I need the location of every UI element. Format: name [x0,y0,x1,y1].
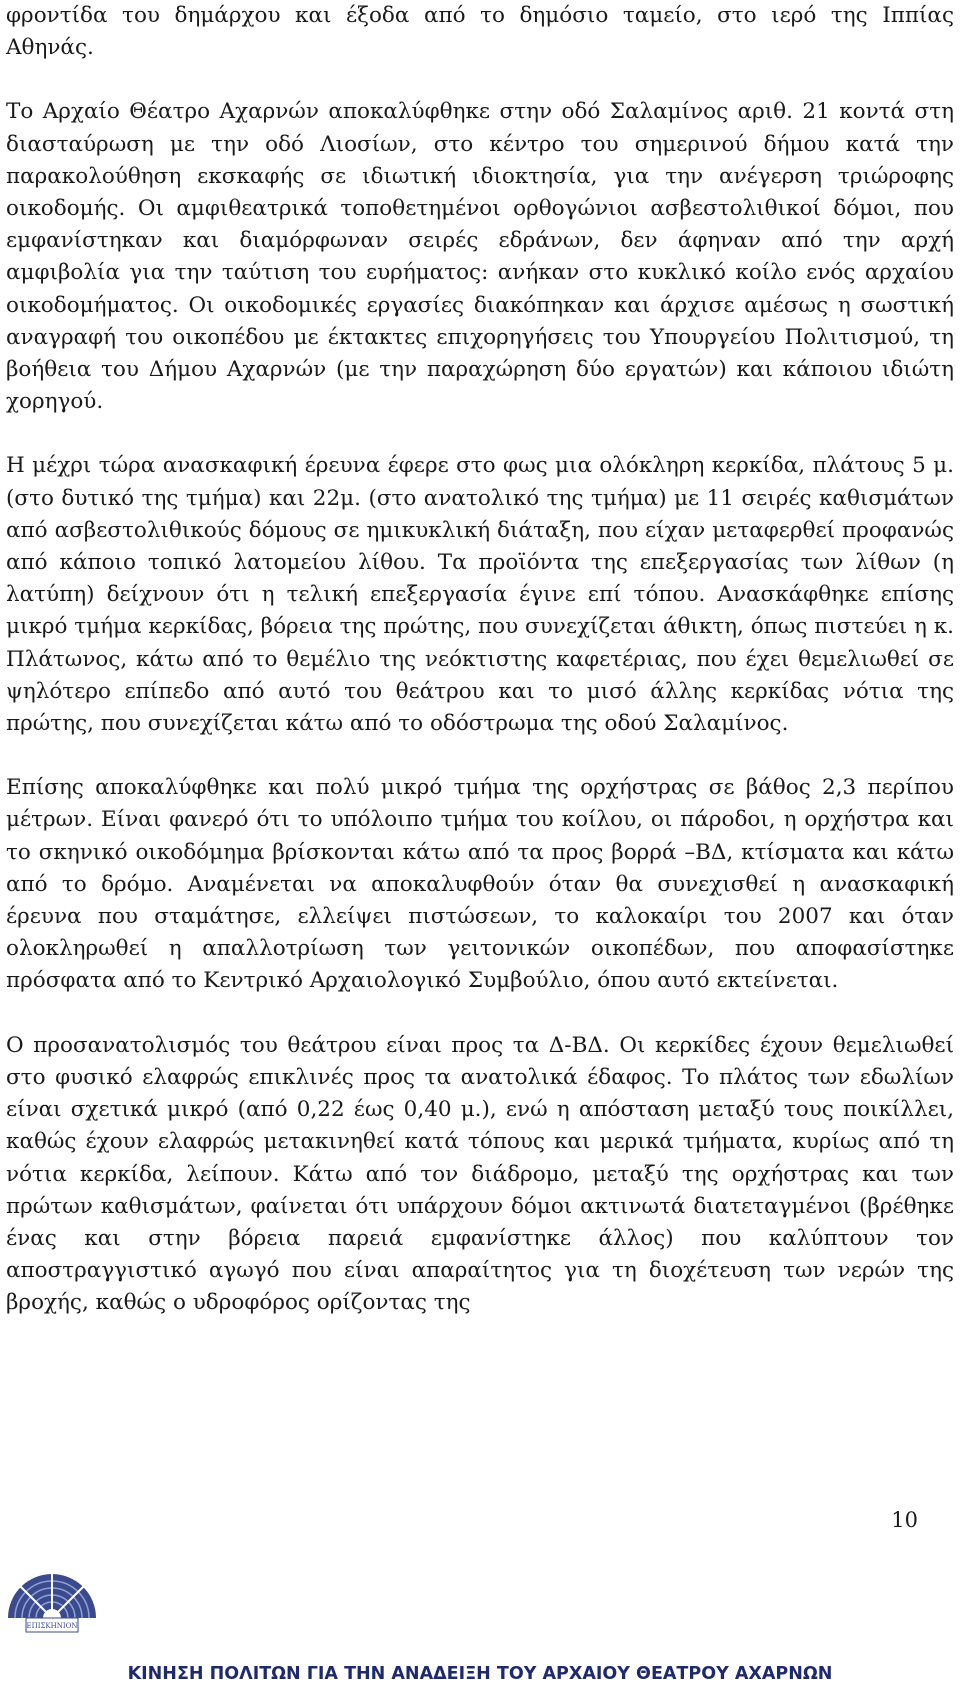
logo-text: ΕΠΙΣΚΗΝΙΟΝ [26,1622,78,1630]
episkinion-logo [6,1566,98,1638]
paragraph-continuation: φροντίδα του δημάρχου και έξοδα από το δημόσιο ταμείο, στο ιερό της Ιππίας Αθηνάς. [6,3,954,61]
paragraph-orchestra: Επίσης αποκαλύφθηκε και πολύ μικρό τμήμα της ορχήστρας σε βάθος 2,3 περίπου μέτρων. Είναι φανερό ότι το υπόλοιπο τμήμα του κοίλου, οι πάροδοι, η ορχήστρα και το σκηνικό οικοδόμημα βρίσκονται κάτω από τα προς βορρά –ΒΔ, κτίσματα και κάτω από το δρόμο. Αναμένεται να αποκαλυφθούν όταν θα συνεχισθεί η ανασκαφική έρευνα που σταμάτησε, ελλείψει πιστώσεων, το καλοκαίρι του 2007 και όταν ολοκληρωθεί η απαλλοτρίωση των γειτονικών οικοπέδων, που αποφασίστηκε πρόσφατα από το Κεντρικό Αρχαιολογικό Συμβούλιο, όπου αυτό εκτείνεται. [6,775,954,994]
paragraph-discovery: Το Αρχαίο Θέατρο Αχαρνών αποκαλύφθηκε στην οδό Σαλαμίνος αριθ. 21 κοντά στη διασταύρωση με την οδό Λιοσίων, στο κέντρο του σημερινού δήμου κατά την παρακολούθηση εκσκαφής σε ιδιωτική ιδιοκτησία, για την ανέγερση τριώροφης οικοδομής. Οι αμφιθεατρικά τοποθετημένοι ορθογώνιοι ασβεστολιθικοί δόμοι, που εμφανίστηκαν και διαμόρφωναν σειρές εδράνων, δεν άφηναν από την αρχή αμφιβολία για την ταύτιση του ευρήματος: ανήκαν στο κυκλικό κοίλο ενός αρχαίου οικοδομήματος. Οι οικοδομικές εργασίες διακόπηκαν και άρχισε αμέσως η σωστική αναγραφή του οικοπέδου με έκτακτες επιχορηγήσεις του Υπουργείου Πολιτισμού, τη βοήθεια του Δήμου Αχαρνών (με την παραχώρηση δύο εργατών) και κάποιου ιδιώτη χορηγού. [6,99,954,415]
page-number: 10 [891,1508,918,1532]
paragraph-excavation: Η μέχρι τώρα ανασκαφική έρευνα έφερε στο φως μια ολόκληρη κερκίδα, πλάτους 5 μ. (στο δυτικό της τμήμα) και 22μ. (στο ανατολικό της τμήμα) με 11 σειρές καθισμάτων από ασβεστολιθικούς δόμους σε ημικυκλική διάταξη, που είχαν μεταφερθεί προφανώς από κάποιο τοπικό λατομείου λίθου. Τα προϊόντα της επεξεργασίας των λίθων (η λατύπη) δείχνουν ότι η τελική επεξεργασία έγινε επί τόπου. Ανασκάφθηκε επίσης μικρό τμήμα κερκίδας, βόρεια της πρώτης, που συνεχίζεται άθικτη, όπως πιστεύει η κ. Πλάτωνος, κάτω από το θεμέλιο της νεόκτιστης καφετέριας, που έχει θεμελιωθεί σε ψηλότερο επίπεδο από αυτό του θεάτρου και το μισό άλλης κερκίδας νότια της πρώτης, που συνεχίζεται κάτω από το οδόστρωμα της οδού Σαλαμίνος. [6,453,954,737]
paragraph-orientation: Ο προσανατολισμός του θεάτρου είναι προς τα Δ-ΒΔ. Οι κερκίδες έχουν θεμελιωθεί στο φυσικό ελαφρώς επικλινές προς τα ανατολικά έδαφος. Το πλάτος των εδωλίων είναι σχετικά μικρό (από 0,22 έως 0,40 μ.), ενώ η απόσταση μεταξύ τους ποικίλλει, καθώς έχουν ελαφρώς μετακινηθεί κατά τόπους και μερικά τμήματα, κυρίως από τη νότια κερκίδα, λείπουν. Κάτω από τον διάδρομο, μεταξύ της ορχήστρας και των πρώτων καθισμάτων, φαίνεται ότι υπάρχουν δόμοι ακτινωτά διατεταγμένοι (βρέθηκε ένας και στην βόρεια παρειά εμφανίστηκε άλλος) που καλύπτουν τον αποστραγγιστικό αγωγό που είναι απαραίτητος για τη διοχέτευση των νερών της βροχής, καθώς ο υδροφόρος ορίζοντας της [6,1032,954,1316]
theatre-logo-icon [6,1566,98,1638]
footer-organization: ΚΙΝΗΣΗ ΠΟΛΙΤΩΝ ΓΙΑ ΤΗΝ ΑΝΑΔΕΙΞΗ ΤΟΥ ΑΡΧΑΙΟΥ ΘΕΑΤΡΟΥ ΑΧΑΡΝΩΝ [127,1664,833,1684]
body-text [6,0,954,1320]
